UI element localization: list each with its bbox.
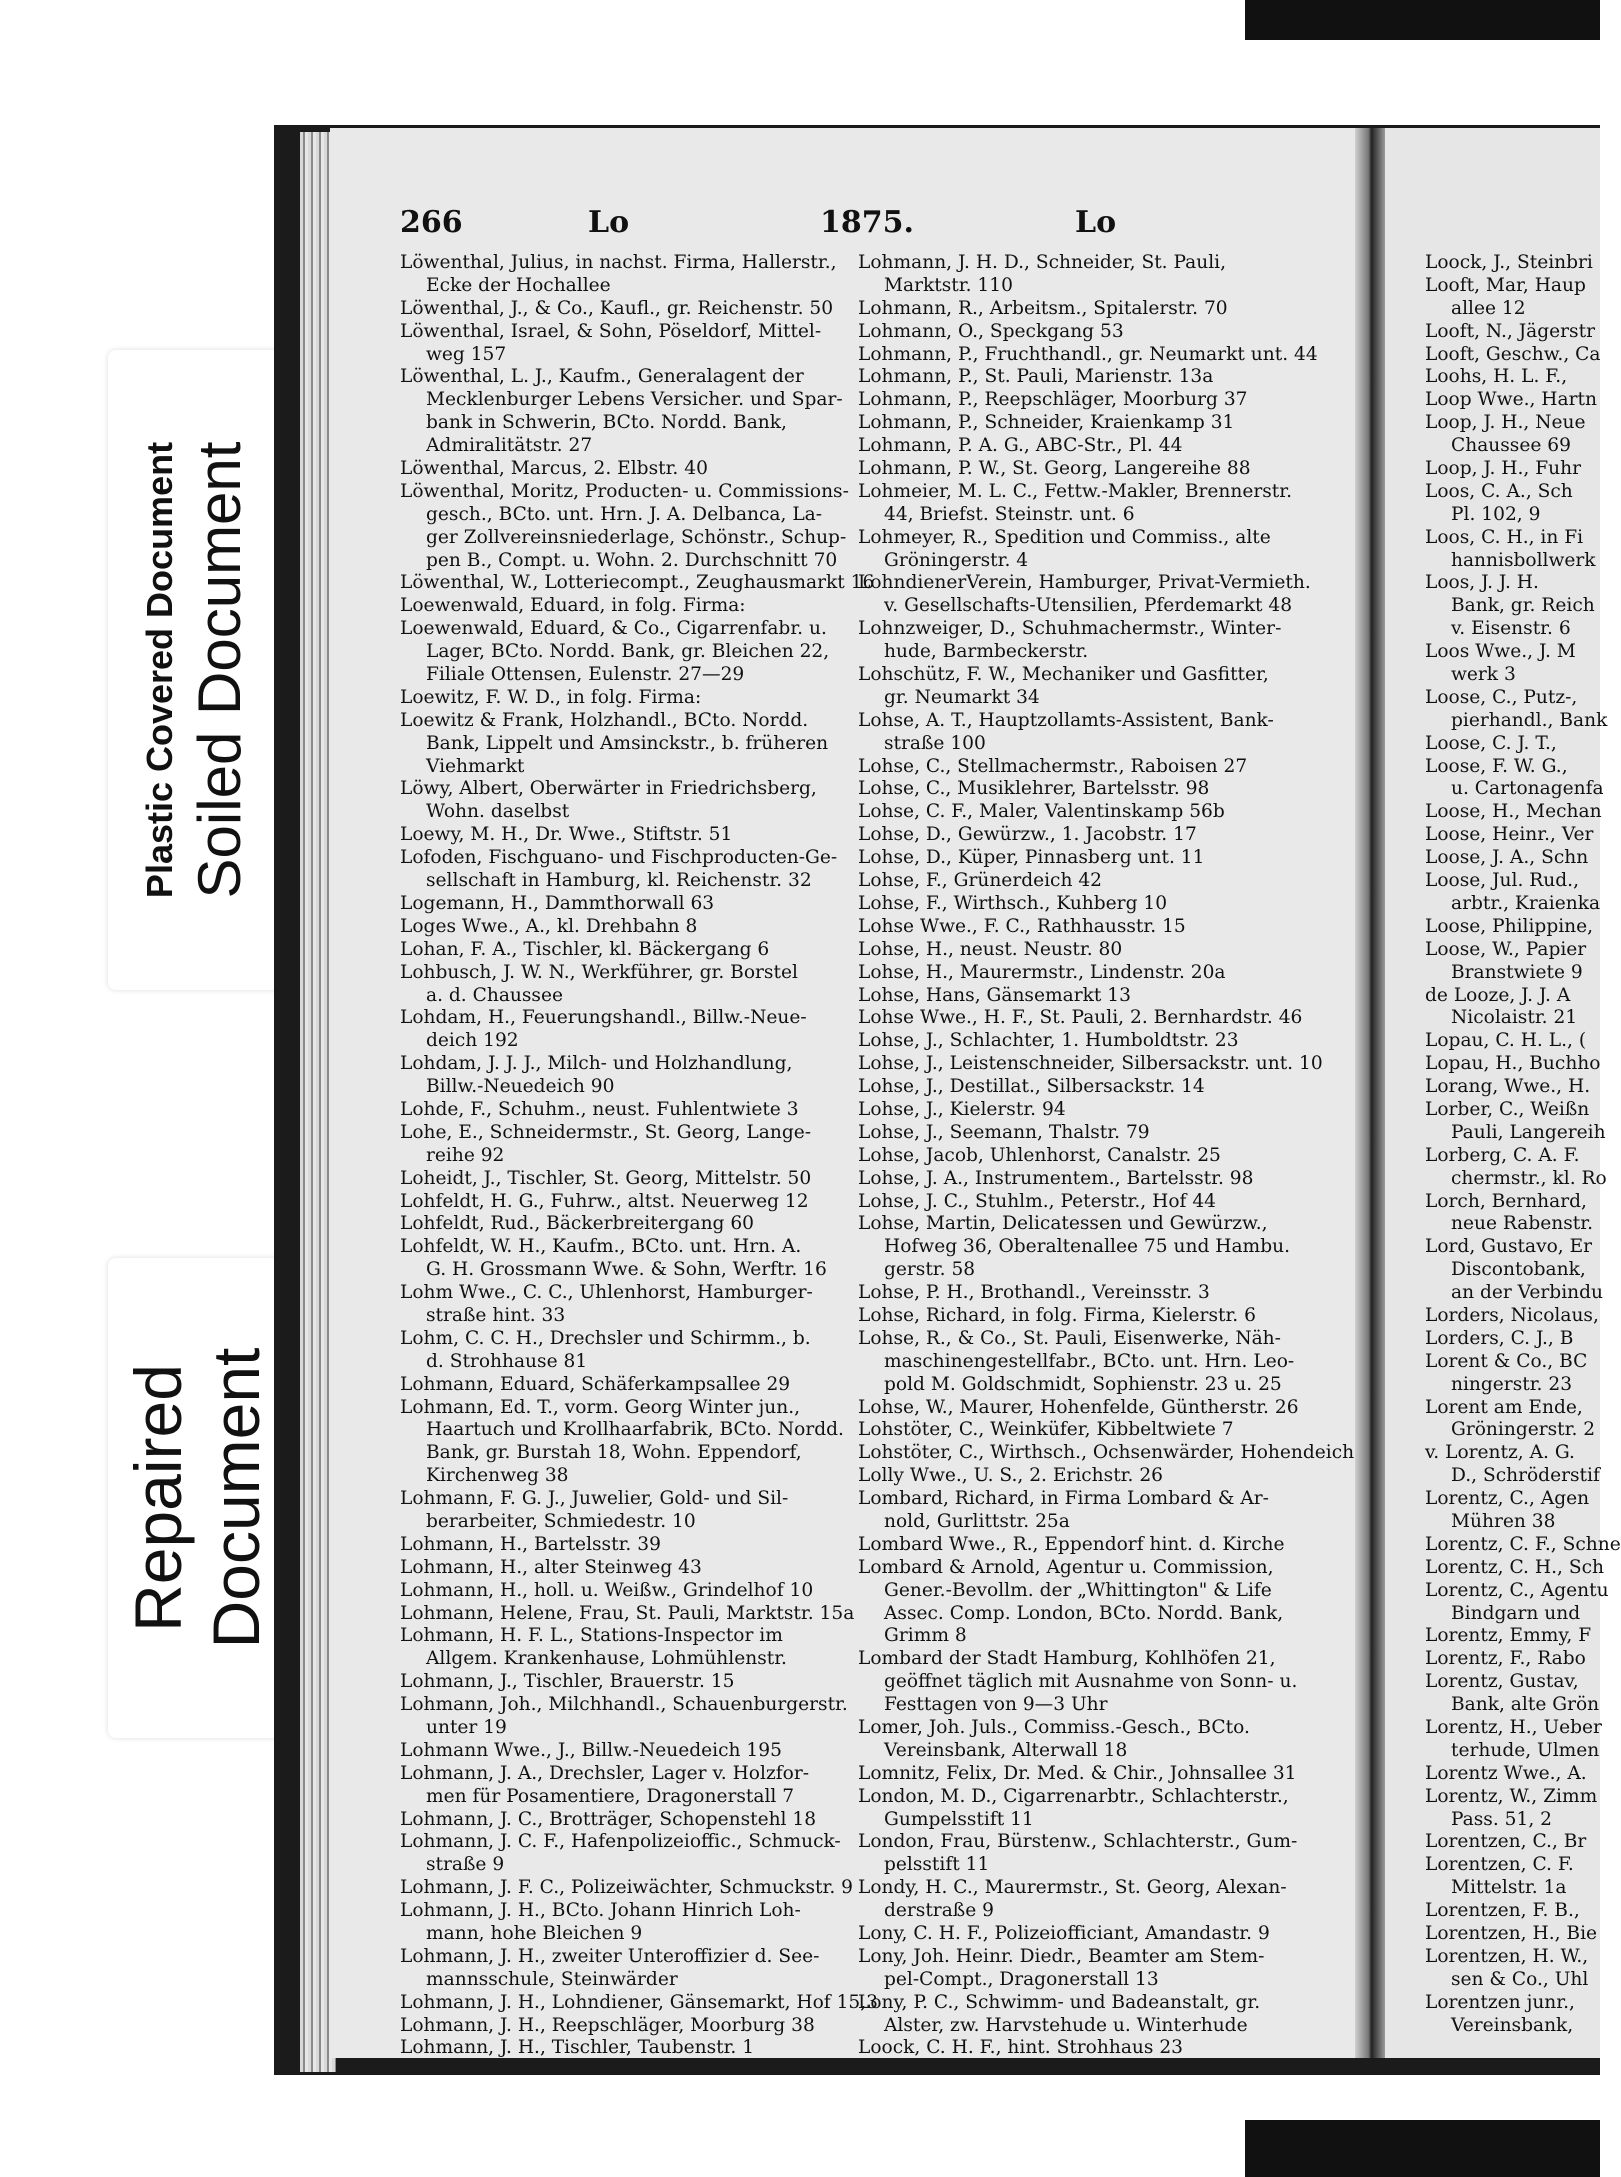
directory-entry-line: Lohmann, Helene, Frau, St. Pauli, Marktstr. 15a xyxy=(400,1602,855,1624)
directory-entry-line: Ecke der Hochallee xyxy=(426,274,611,296)
directory-entry-line: Viehmarkt xyxy=(426,755,525,777)
directory-entry-line: Loop Wwe., Hartn xyxy=(1425,389,1597,411)
directory-entry-line: Lohmann Wwe., J., Billw.-Neuedeich 195 xyxy=(400,1739,782,1761)
directory-entry-line: Vereinsbank, xyxy=(1451,2014,1574,2036)
directory-entry-line: Loock, C. H. F., hint. Strohhaus 23 xyxy=(858,2037,1183,2059)
directory-entry-line: pel-Compt., Dragonerstall 13 xyxy=(884,1968,1159,1990)
directory-entry-line: pelsstift 11 xyxy=(884,1854,990,1876)
directory-entry-line: Lohse, J., Seemann, Thalstr. 79 xyxy=(858,1121,1150,1143)
directory-entry-line: Billw.-Neuedeich 90 xyxy=(426,1076,615,1098)
directory-entry-line: Gumpelsstift 11 xyxy=(884,1808,1034,1830)
directory-entry-line: Lohmann, P. W., St. Georg, Langereihe 88 xyxy=(858,458,1251,480)
directory-entry-line: Loohs, H. L. F., xyxy=(1425,366,1568,388)
directory-entry-line: Lohse, D., Gewürzw., 1. Jacobstr. 17 xyxy=(858,824,1197,846)
directory-entry-line: Loose, C., Putz-, xyxy=(1425,686,1578,708)
black-mask-top xyxy=(1245,0,1600,40)
directory-entry-line: hude, Barmbeckerstr. xyxy=(884,641,1089,663)
directory-entry-line: LohndienerVerein, Hamburger, Privat-Vermieth. xyxy=(858,572,1311,594)
directory-entry-line: Lohmeier, M. L. C., Fettw.-Makler, Brennerstr. xyxy=(858,480,1292,502)
directory-entry-line: Loose, W., Papier xyxy=(1425,938,1587,960)
directory-entry-line: Lorders, C. J., B xyxy=(1425,1327,1574,1349)
directory-entry-line: Lohse, Martin, Delicatessen und Gewürzw., xyxy=(858,1213,1268,1235)
directory-entry-line: Löwy, Albert, Oberwärter in Friedrichsberg, xyxy=(400,778,817,800)
directory-entry-line: Lombard Wwe., R., Eppendorf hint. d. Kirche xyxy=(858,1533,1285,1555)
directory-entry-line: Loos, C. H., in Fi xyxy=(1425,526,1584,548)
directory-entry-line: Lony, C. H. F., Polizeiofficiant, Amandastr. 9 xyxy=(858,1923,1270,1945)
directory-entry-line: Pauli, Langereih xyxy=(1451,1121,1606,1143)
directory-entry-line: Lorentzen, C. F. xyxy=(1425,1854,1574,1876)
directory-entry-line: deich 192 xyxy=(426,1030,519,1052)
directory-entry-line: Lohmann, J. F. C., Polizeiwächter, Schmuckstr. 9 xyxy=(400,1877,854,1899)
directory-entry-line: Lombard der Stadt Hamburg, Kohlhöfen 21, xyxy=(858,1648,1276,1670)
directory-entry-line: Lohmann, J. H., zweiter Unteroffizier d. See- xyxy=(400,1945,820,1967)
directory-entry-line: Lorentz, C., Agen xyxy=(1425,1488,1590,1510)
directory-entry-line: sen & Co., Uhl xyxy=(1451,1968,1589,1990)
directory-entry-line: Lohdam, J. J. J., Milch- und Holzhandlung, xyxy=(400,1053,793,1075)
directory-entry-line: hannisbollwerk xyxy=(1451,549,1596,571)
directory-entry-line: Lorentz, Emmy, F xyxy=(1425,1625,1592,1647)
directory-entry-line: neue Rabenstr. xyxy=(1451,1213,1594,1235)
directory-entry-line: mann, hohe Bleichen 9 xyxy=(426,1923,643,1945)
directory-entry-line: Lorentz, C., Agentu xyxy=(1425,1579,1609,1601)
directory-entry-line: u. Cartonagenfa xyxy=(1451,778,1604,800)
directory-entry-line: Lohmann, R., Arbeitsm., Spitalerstr. 70 xyxy=(858,297,1228,319)
directory-entry-line: v. Eisenstr. 6 xyxy=(1451,618,1571,640)
directory-entry-line: terhude, Ulmen xyxy=(1451,1739,1600,1761)
directory-entry-line: Lohmann, J. C., Brotträger, Schopenstehl 18 xyxy=(400,1808,817,1830)
directory-column-middle xyxy=(858,252,1355,2060)
directory-entry-line: Loewitz, F. W. D., in folg. Firma: xyxy=(400,686,702,708)
directory-entry-line: Lony, Joh. Heinr. Diedr., Beamter am Stem- xyxy=(858,1945,1265,1967)
directory-entry-line: Lorentz, Gustav, xyxy=(1425,1671,1579,1693)
directory-entry-line: v. Gesellschafts-Utensilien, Pferdemarkt 48 xyxy=(884,595,1293,617)
directory-entry-line: Lohde, F., Schuhm., neust. Fuhlentwiete 3 xyxy=(400,1098,799,1120)
directory-entry-line: Lohstöter, C., Wirthsch., Ochsenwärder, Hohendeich xyxy=(858,1442,1355,1464)
directory-entry-line: Nicolaistr. 21 xyxy=(1451,1007,1578,1029)
directory-entry-line: Löwenthal, J., & Co., Kaufl., gr. Reichenstr. 50 xyxy=(400,297,834,319)
directory-entry-line: Logemann, H., Dammthorwall 63 xyxy=(400,892,715,914)
directory-entry-line: Lager, BCto. Nordd. Bank, gr. Bleichen 22, xyxy=(426,641,830,663)
directory-entry-line: Lorentz Wwe., A. xyxy=(1425,1762,1587,1784)
directory-entry-line: Lohmann, J. H., Reepschläger, Moorburg 38 xyxy=(400,2014,815,2036)
directory-entry-line: Lohse, F., Grünerdeich 42 xyxy=(858,870,1103,892)
directory-entry-line: d. Strohhause 81 xyxy=(426,1350,588,1372)
directory-entry-line: Lohmann, Ed. T., vorm. Georg Winter jun., xyxy=(400,1396,801,1418)
plastic-covered-soiled-label xyxy=(108,350,286,990)
directory-entry-line: straße 100 xyxy=(884,732,986,754)
directory-entry-line: Lohse, Richard, in folg. Firma, Kielerstr. 6 xyxy=(858,1304,1256,1326)
directory-entry-line: Londy, H. C., Maurermstr., St. Georg, Alexan- xyxy=(858,1877,1287,1899)
directory-entry-line: Loop, J. H., Fuhr xyxy=(1425,458,1581,480)
directory-entry-line: Lorders, Nicolaus, xyxy=(1425,1304,1599,1326)
directory-entry-line: gr. Neumarkt 34 xyxy=(884,686,1040,708)
directory-entry-line: Gener.-Bevollm. der „Whittington" & Life xyxy=(884,1579,1272,1601)
book-gutter xyxy=(1355,128,1385,2058)
directory-entry-line: Lohse, C., Musiklehrer, Bartelsstr. 98 xyxy=(858,778,1210,800)
directory-entry-line: Lohm, C. C. H., Drechsler und Schirmm., b. xyxy=(400,1327,811,1349)
directory-entry-line: Bank, gr. Reich xyxy=(1451,595,1595,617)
directory-entry-line: Lohmann, J. C. F., Hafenpolizeioffic., Schmuck- xyxy=(400,1831,841,1853)
directory-entry-line: Lofoden, Fischguano- und Fischproducten-Ge- xyxy=(400,847,838,869)
directory-entry-line: Lohse, Jacob, Uhlenhorst, Canalstr. 25 xyxy=(858,1144,1221,1166)
directory-entry-line: Lomer, Joh. Juls., Commiss.-Gesch., BCto. xyxy=(858,1717,1250,1738)
directory-entry-line: Lohse, P. H., Brothandl., Vereinsstr. 3 xyxy=(858,1282,1210,1304)
directory-entry-line: Pass. 51, 2 xyxy=(1451,1808,1552,1830)
directory-entry-line: ger Zollvereinsniederlage, Schönstr., Schup- xyxy=(426,526,847,548)
header-key-right: Lo xyxy=(1075,205,1117,240)
directory-entry-line: Lorent & Co., BC xyxy=(1425,1350,1588,1372)
directory-entry-line: Loose, Jul. Rud., xyxy=(1425,870,1579,892)
directory-entry-line: Lohse, F., Wirthsch., Kuhberg 10 xyxy=(858,892,1168,914)
directory-entry-line: Pl. 102, 9 xyxy=(1451,503,1541,525)
directory-entry-line: gerstr. 58 xyxy=(884,1259,976,1281)
directory-entry-line: Looft, N., Jägerstr xyxy=(1425,320,1595,342)
directory-entry-line: Lohmann, Eduard, Schäferkampsallee 29 xyxy=(400,1373,791,1395)
directory-entry-line: Lorentzen, F. B., xyxy=(1425,1900,1580,1922)
directory-entry-line: Lohmann, J. H. D., Schneider, St. Pauli, xyxy=(858,252,1227,273)
directory-entry-line: Alster, zw. Harvstehude u. Winterhude xyxy=(884,2014,1248,2036)
directory-entry-line: Lohmeyer, R., Spedition und Commiss., alte xyxy=(858,526,1271,548)
directory-entry-line: de Looze, J. J. A xyxy=(1425,984,1571,1006)
directory-entry-line: derstraße 9 xyxy=(884,1900,994,1922)
directory-entry-line: Lohnzweiger, D., Schuhmachermstr., Winter- xyxy=(858,618,1282,640)
directory-entry-line: Loewy, M. H., Dr. Wwe., Stiftstr. 51 xyxy=(400,824,733,846)
directory-entry-line: Lohse, R., & Co., St. Pauli, Eisenwerke, Näh- xyxy=(858,1327,1281,1349)
directory-entry-line: Loewenwald, Eduard, & Co., Cigarrenfabr. u. xyxy=(400,618,827,640)
directory-entry-line: Lohmann, H., alter Steinweg 43 xyxy=(400,1556,702,1578)
label-plastic-covered: Plastic Covered Document xyxy=(139,441,180,899)
directory-entry-line: Lomnitz, Felix, Dr. Med. & Chir., Johnsallee 31 xyxy=(858,1762,1297,1784)
directory-entry-line: Lohmann, H. F. L., Stations-Inspector im xyxy=(400,1625,783,1647)
directory-entry-line: Bank, gr. Burstah 18, Wohn. Eppendorf, xyxy=(426,1442,802,1464)
header-year: 1875. xyxy=(820,205,914,240)
directory-entry-line: Looft, Geschw., Ca xyxy=(1425,343,1601,365)
directory-entry-line: bank in Schwerin, BCto. Nordd. Bank, xyxy=(426,412,787,434)
directory-entry-line: London, Frau, Bürstenw., Schlachterstr., Gum- xyxy=(858,1831,1298,1853)
directory-entry-line: ningerstr. 23 xyxy=(1451,1373,1573,1395)
directory-entry-line: Lopau, H., Buchho xyxy=(1425,1053,1601,1075)
label-repaired: Repaired xyxy=(121,1364,195,1632)
directory-entry-line: Lohse, J., Leistenschneider, Silbersackstr. unt. 10 xyxy=(858,1053,1323,1075)
directory-entry-line: Lorentzen, H., Bie xyxy=(1425,1923,1598,1945)
directory-entry-line: Lohse, A. T., Hauptzollamts-Assistent, Bank- xyxy=(858,709,1274,731)
directory-entry-line: arbtr., Kraienka xyxy=(1451,892,1601,914)
directory-entry-line: Lohfeldt, W. H., Kaufm., BCto. unt. Hrn. A. xyxy=(400,1236,802,1258)
directory-entry-line: Allgem. Krankenhause, Lohmühlenstr. xyxy=(426,1648,787,1670)
directory-entry-line: Lohmann, F. G. J., Juwelier, Gold- und Sil- xyxy=(400,1488,789,1510)
directory-entry-line: Bank, alte Grön xyxy=(1451,1694,1600,1716)
directory-entry-line: reihe 92 xyxy=(426,1144,505,1166)
directory-entry-line: Lohse, J., Schlachter, 1. Humboldtstr. 23 xyxy=(858,1030,1239,1052)
directory-entry-line: London, M. D., Cigarrenarbtr., Schlachterstr., xyxy=(858,1785,1289,1807)
directory-entry-line: werk 3 xyxy=(1451,664,1516,686)
directory-entry-line: weg 157 xyxy=(426,343,507,365)
directory-entry-line: Lohbusch, J. W. N., Werkführer, gr. Borstel xyxy=(400,961,798,983)
directory-entry-line: allee 12 xyxy=(1451,297,1526,319)
directory-entry-line: Lohse, J. A., Instrumentem., Bartelsstr. 98 xyxy=(858,1167,1254,1189)
directory-entry-line: 44, Briefst. Steinstr. unt. 6 xyxy=(884,503,1135,525)
directory-entry-line: Lohse, J., Destillat., Silbersackstr. 14 xyxy=(858,1076,1205,1098)
directory-entry-line: Lopau, C. H. L., ( xyxy=(1425,1030,1587,1052)
directory-entry-line: straße 9 xyxy=(426,1854,505,1876)
directory-entry-line: Lohmann, P., St. Pauli, Marienstr. 13a xyxy=(858,366,1214,388)
directory-entry-line: straße hint. 33 xyxy=(426,1304,566,1326)
directory-entry-line: Vereinsbank, Alterwall 18 xyxy=(884,1739,1128,1761)
directory-entry-line: Lohse, Hans, Gänsemarkt 13 xyxy=(858,984,1131,1006)
header-key-left: Lo xyxy=(588,205,630,240)
directory-entry-line: Loose, C. J. T., xyxy=(1425,732,1557,754)
directory-entry-line: Mittelstr. 1a xyxy=(1451,1877,1567,1899)
directory-entry-line: G. H. Grossmann Wwe. & Sohn, Werftr. 16 xyxy=(426,1259,827,1281)
directory-entry-line: Grimm 8 xyxy=(884,1625,967,1647)
directory-entry-line: Lorent am Ende, xyxy=(1425,1396,1583,1418)
directory-entry-line: Hofweg 36, Oberaltenallee 75 und Hambu. xyxy=(884,1236,1290,1258)
directory-entry-line: Lohmann, J. H., Tischler, Taubenstr. 1 xyxy=(400,2037,755,2059)
directory-entry-line: Lorentz, W., Zimm xyxy=(1425,1785,1598,1807)
directory-entry-line: Loos, J. J. H. xyxy=(1425,572,1539,594)
directory-entry-line: Lohse, J. C., Stuhlm., Peterstr., Hof 44 xyxy=(858,1190,1216,1212)
directory-entry-line: Filiale Ottensen, Eulenstr. 27—29 xyxy=(426,664,745,686)
directory-entry-line: Lord, Gustavo, Er xyxy=(1425,1236,1593,1258)
directory-entry-line: Lohstöter, C., Weinküfer, Kibbeltwiete 7 xyxy=(858,1419,1234,1441)
directory-entry-line: Lolly Wwe., U. S., 2. Erichstr. 26 xyxy=(858,1465,1163,1487)
directory-entry-line: Löwenthal, L. J., Kaufm., Generalagent der xyxy=(400,366,804,388)
directory-entry-line: pold M. Goldschmidt, Sophienstr. 23 u. 25 xyxy=(884,1373,1282,1395)
directory-entry-line: a. d. Chaussee xyxy=(426,984,563,1006)
directory-entry-line: Looft, Mar, Haup xyxy=(1425,274,1586,296)
directory-entry-line: Lorber, C., Weißn xyxy=(1425,1098,1590,1120)
directory-entry-line: Löwenthal, W., Lotteriecompt., Zeughausmarkt 16 xyxy=(400,572,875,594)
directory-entry-line: Branstwiete 9 xyxy=(1451,961,1583,983)
directory-entry-line: Lohse, H., Maurermstr., Lindenstr. 20a xyxy=(858,961,1226,983)
directory-entry-line: Loock, J., Steinbri xyxy=(1425,252,1593,273)
label-document: Document xyxy=(199,1347,273,1649)
directory-entry-line: Bindgarn und xyxy=(1451,1602,1581,1624)
directory-entry-line: Loose, J. A., Schn xyxy=(1425,847,1589,869)
directory-entry-line: Lorentzen junr., xyxy=(1425,1991,1575,2013)
directory-entry-line: sellschaft in Hamburg, kl. Reichenstr. 32 xyxy=(426,870,812,892)
directory-entry-line: Lorentz, C. F., Schne xyxy=(1425,1533,1621,1555)
page-number: 266 xyxy=(400,205,463,240)
directory-entry-line: Löwenthal, Julius, in nachst. Firma, Hallerstr., xyxy=(400,252,837,273)
directory-entry-line: Lohse Wwe., H. F., St. Pauli, 2. Bernhardstr. 46 xyxy=(858,1007,1303,1029)
directory-entry-line: gesch., BCto. unt. Hrn. J. A. Delbanca, La- xyxy=(426,503,823,525)
directory-entry-line: chermstr., kl. Ro xyxy=(1451,1167,1607,1189)
directory-entry-line: Lohse, J., Kielerstr. 94 xyxy=(858,1098,1066,1120)
directory-entry-line: Loose, H., Mechan xyxy=(1425,801,1602,823)
directory-entry-line: Lorentzen, C., Br xyxy=(1425,1831,1587,1853)
directory-entry-line: Gröningerstr. 4 xyxy=(884,549,1029,571)
directory-entry-line: Lohschütz, F. W., Mechaniker und Gasfitter, xyxy=(858,664,1269,686)
directory-entry-line: Lohmann, H., holl. u. Weißw., Grindelhof 10 xyxy=(400,1579,814,1601)
directory-entry-line: Lohmann, O., Speckgang 53 xyxy=(858,320,1124,342)
directory-entry-line: Lorentz, H., Ueber xyxy=(1425,1717,1602,1738)
directory-entry-line: Lohmann, H., Bartelsstr. 39 xyxy=(400,1533,661,1555)
directory-entry-line: Marktstr. 110 xyxy=(884,274,1013,296)
directory-entry-line: Gröningerstr. 2 xyxy=(1451,1419,1596,1441)
directory-entry-line: Lohse, W., Maurer, Hohenfelde, Güntherstr. 26 xyxy=(858,1396,1299,1418)
directory-entry-line: nold, Gurlittstr. 25a xyxy=(884,1510,1070,1532)
directory-entry-line: geöffnet täglich mit Ausnahme von Sonn- u. xyxy=(884,1671,1298,1693)
directory-entry-line: Kirchenweg 38 xyxy=(426,1465,569,1487)
directory-entry-line: Loewitz & Frank, Holzhandl., BCto. Nordd. xyxy=(400,709,809,731)
directory-entry-line: Lorentzen, H. W., xyxy=(1425,1945,1589,1967)
directory-entry-line: Loos, C. A., Sch xyxy=(1425,480,1573,502)
directory-entry-line: Lohmann, P., Schneider, Kraienkamp 31 xyxy=(858,412,1235,434)
directory-entry-line: berarbeiter, Schmiedestr. 10 xyxy=(426,1510,696,1532)
directory-entry-line: Lorch, Bernhard, xyxy=(1425,1190,1587,1212)
directory-entry-line: Wohn. daselbst xyxy=(426,801,570,823)
directory-entry-line: Lohan, F. A., Tischler, kl. Bäckergang 6 xyxy=(400,938,770,960)
directory-entry-line: Lohmann, J., Tischler, Brauerstr. 15 xyxy=(400,1671,735,1693)
directory-entry-line: maschinengestellfabr., BCto. unt. Hrn. Leo- xyxy=(884,1350,1295,1372)
directory-entry-line: Mecklenburger Lebens Versicher. und Spar- xyxy=(426,389,843,411)
black-mask-bottom xyxy=(1245,2120,1600,2177)
directory-entry-line: Loose, F. W. G., xyxy=(1425,755,1568,777)
directory-entry-line: men für Posamentiere, Dragonerstall 7 xyxy=(426,1785,795,1807)
directory-entry-line: Lohm Wwe., C. C., Uhlenhorst, Hamburger- xyxy=(400,1282,813,1304)
directory-entry-line: Lombard & Arnold, Agentur u. Commission, xyxy=(858,1556,1274,1578)
directory-entry-line: Lohdam, H., Feuerungshandl., Billw.-Neue- xyxy=(400,1007,807,1029)
directory-entry-line: Lohfeldt, H. G., Fuhrw., altst. Neuerweg 12 xyxy=(400,1190,809,1212)
directory-entry-line: Löwenthal, Israel, & Sohn, Pöseldorf, Mittel- xyxy=(400,320,822,342)
directory-entry-line: Haartuch und Krollhaarfabrik, BCto. Nordd. xyxy=(426,1419,844,1441)
directory-entry-line: Lombard, Richard, in Firma Lombard & Ar- xyxy=(858,1488,1269,1510)
directory-entry-line: Mühren 38 xyxy=(1451,1510,1556,1532)
directory-entry-line: Chaussee 69 xyxy=(1451,435,1571,457)
directory-entry-line: Lorang, Wwe., H. xyxy=(1425,1076,1591,1098)
directory-entry-line: D., Schröderstif xyxy=(1451,1465,1600,1487)
directory-entry-line: Lohmann, P. A. G., ABC-Str., Pl. 44 xyxy=(858,435,1183,457)
directory-entry-line: Lohmann, J. H., BCto. Johann Hinrich Loh- xyxy=(400,1900,801,1922)
directory-entry-line: Lohse Wwe., F. C., Rathhausstr. 15 xyxy=(858,915,1186,937)
repaired-document-label xyxy=(108,1258,286,1738)
directory-entry-line: Lorentz, F., Rabo xyxy=(1425,1648,1586,1670)
directory-column-right xyxy=(1425,252,1621,2037)
directory-entry-line: Lohmann, P., Fruchthandl., gr. Neumarkt unt. 44 xyxy=(858,343,1318,365)
directory-entry-line: Lohfeldt, Rud., Bäckerbreitergang 60 xyxy=(400,1213,755,1235)
directory-entry-line: Lohmann, Joh., Milchhandl., Schauenburgerstr. xyxy=(400,1694,848,1716)
directory-entry-line: Lohe, E., Schneidermstr., St. Georg, Lange- xyxy=(400,1121,812,1143)
directory-entry-line: Loose, Heinr., Ver xyxy=(1425,824,1594,846)
directory-entry-line: Lony, P. C., Schwimm- und Badeanstalt, gr. xyxy=(858,1991,1261,2013)
directory-entry-line: Admiralitätstr. 27 xyxy=(426,435,593,457)
directory-entry-line: Lohse, H., neust. Neustr. 80 xyxy=(858,938,1123,960)
directory-entry-line: v. Lorentz, A. G. xyxy=(1425,1442,1575,1464)
directory-entry-line: Loose, Philippine, xyxy=(1425,915,1594,937)
directory-entry-line: Bank, Lippelt und Amsinckstr., b. früheren xyxy=(426,732,829,754)
directory-entry-line: Lorberg, C. A. F. xyxy=(1425,1144,1580,1166)
directory-entry-line: Lohmann, P., Reepschläger, Moorburg 37 xyxy=(858,389,1248,411)
directory-entry-line: Assec. Comp. London, BCto. Nordd. Bank, xyxy=(884,1602,1284,1624)
directory-entry-line: Lohse, D., Küper, Pinnasberg unt. 11 xyxy=(858,847,1205,869)
directory-entry-line: Loos Wwe., J. M xyxy=(1425,641,1576,663)
directory-entry-line: Löwenthal, Marcus, 2. Elbstr. 40 xyxy=(400,458,708,480)
directory-entry-line: an der Verbindu xyxy=(1451,1282,1603,1304)
directory-entry-line: pen B., Compt. u. Wohn. 2. Durchschnitt 70 xyxy=(426,549,838,571)
label-soiled: Soiled Document xyxy=(186,441,253,899)
directory-entry-line: Loheidt, J., Tischler, St. Georg, Mittelstr. 50 xyxy=(400,1167,812,1189)
directory-entry-line: Loewenwald, Eduard, in folg. Firma: xyxy=(400,595,746,617)
directory-entry-line: Discontobank, xyxy=(1451,1259,1586,1281)
directory-entry-line: Loop, J. H., Neue xyxy=(1425,412,1586,434)
directory-entry-line: Lohmann, J. H., Lohndiener, Gänsemarkt, Hof 15,3 xyxy=(400,1991,878,2013)
directory-entry-line: Lorentz, C. H., Sch xyxy=(1425,1556,1604,1578)
directory-entry-line: Löwenthal, Moritz, Producten- u. Commissions- xyxy=(400,480,849,502)
directory-entry-line: Festtagen von 9—3 Uhr xyxy=(884,1694,1108,1716)
directory-entry-line: unter 19 xyxy=(426,1717,507,1738)
directory-entry-line: mannsschule, Steinwärder xyxy=(426,1968,678,1990)
directory-entry-line: Loges Wwe., A., kl. Drehbahn 8 xyxy=(400,915,698,937)
directory-entry-line: Lohse, C., Stellmachermstr., Raboisen 27 xyxy=(858,755,1248,777)
directory-column-left xyxy=(400,252,878,2060)
directory-entry-line: Lohmann, J. A., Drechsler, Lager v. Holzfor- xyxy=(400,1762,809,1784)
directory-entry-line: Lohse, C. F., Maler, Valentinskamp 56b xyxy=(858,801,1225,823)
directory-entry-line: pierhandl., Bank xyxy=(1451,709,1608,731)
